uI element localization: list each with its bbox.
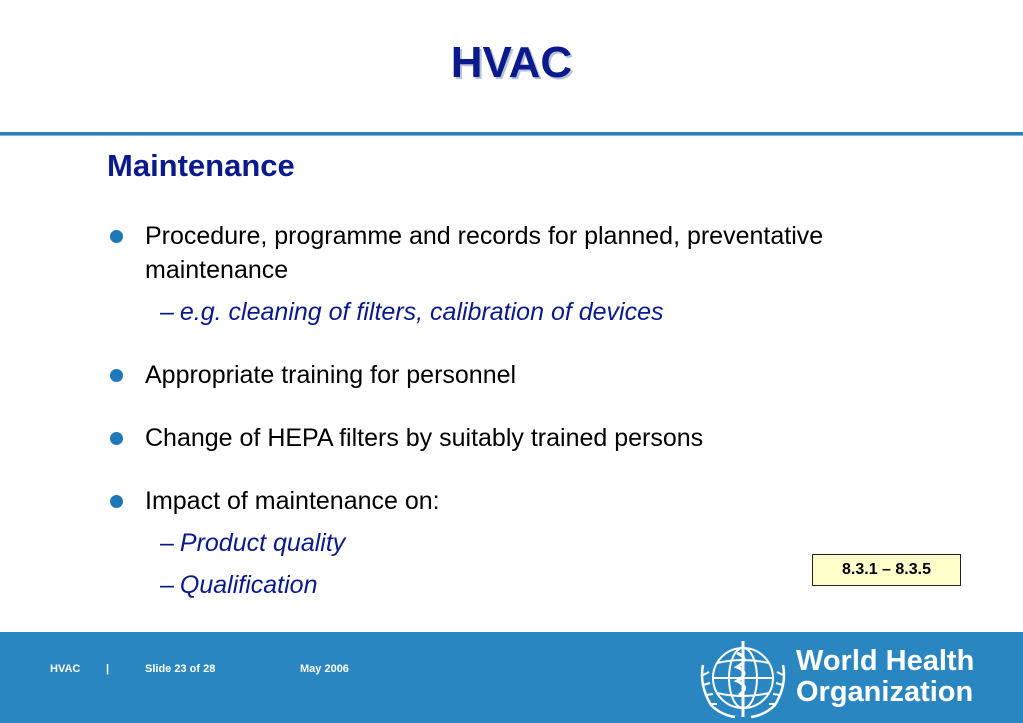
bullet-text: Procedure, programme and records for planned, preventative maintenance <box>145 222 824 284</box>
section-heading: Maintenance <box>107 148 295 183</box>
footer-slide-number: Slide 23 of 28 <box>145 663 216 675</box>
sub-bullet-item <box>160 526 345 560</box>
sub-bullet-dash: – <box>160 529 174 557</box>
footer-date: May 2006 <box>300 663 349 675</box>
slide-title: HVAC <box>450 38 573 87</box>
bullet-dot-icon <box>110 369 123 382</box>
who-logo-line1: World Health <box>796 645 975 677</box>
who-logo-text <box>796 646 974 708</box>
bullet-dot-icon <box>110 230 123 243</box>
sub-bullet-text: Qualification <box>179 571 318 599</box>
bullet-dot-icon <box>110 432 123 445</box>
sub-bullet-dash: – <box>160 571 174 599</box>
title-divider <box>0 132 1023 136</box>
sub-bullet-dash: – <box>160 298 174 326</box>
bullet-dot-icon <box>110 495 123 508</box>
who-logo-line2: Organization <box>796 676 974 708</box>
footer-course: HVAC <box>50 663 81 675</box>
sub-bullet-text: e.g. cleaning of filters, calibration of devices <box>179 298 664 326</box>
bullet-text: Appropriate training for personnel <box>145 361 517 389</box>
who-emblem-icon <box>695 635 791 721</box>
sub-bullet-text: Product quality <box>179 529 346 557</box>
sub-bullet-item <box>160 295 664 329</box>
footer-separator: | <box>106 663 110 675</box>
bullet-text: Change of HEPA filters by suitably trained persons <box>145 424 704 452</box>
bullet-text: Impact of maintenance on: <box>145 487 440 515</box>
reference-box: 8.3.1 – 8.3.5 <box>812 554 961 586</box>
sub-bullet-item <box>160 568 317 602</box>
